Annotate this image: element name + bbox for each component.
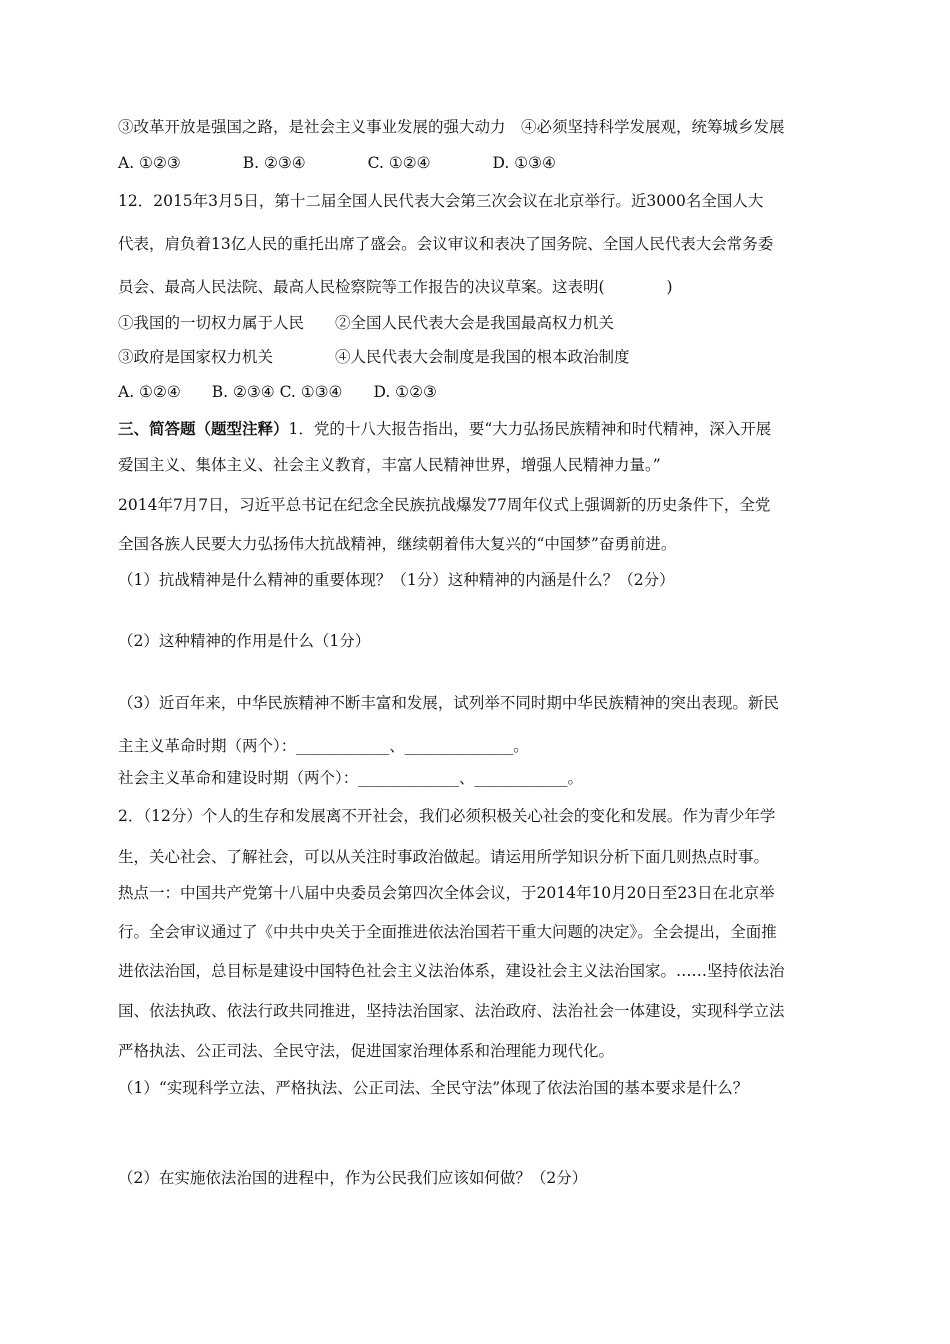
line-text: A. ①②③ B. ②③④ C. ①②④ D. ①③④ bbox=[118, 154, 556, 172]
text-line bbox=[118, 806, 848, 826]
line-text: ①我国的一切权力属于人民 ②全国人民代表大会是我国最高权力机关 bbox=[118, 314, 615, 332]
text-line bbox=[118, 117, 848, 137]
text-line bbox=[118, 570, 848, 590]
text-line bbox=[118, 347, 848, 367]
line-text: （3）近百年来，中华民族精神不断丰富和发展，试列举不同时期中华民族精神的突出表现。新民 bbox=[118, 694, 779, 712]
text-line bbox=[118, 382, 848, 402]
line-text: 热点一：中国共产党第十八届中央委员会第四次全体会议，于2014年10月20日至23日在北京举 bbox=[118, 884, 775, 902]
line-text: （1）抗战精神是什么精神的重要体现？（1分）这种精神的内涵是什么？（2分） bbox=[118, 571, 675, 589]
line-text: 2．（12分）个人的生存和发展离不开社会，我们必须积极关心社会的变化和发展。作为青少年学 bbox=[118, 807, 776, 825]
text-line bbox=[118, 1041, 848, 1061]
text-line bbox=[118, 961, 848, 981]
line-text: 主主义革命时期（两个）：____________、______________。 bbox=[118, 737, 529, 755]
section-heading: 三、简答题（题型注释） bbox=[118, 419, 289, 438]
line-text: 2014年7月7日，习近平总书记在纪念全民族抗战爆发77周年仪式上强调新的历史条件下，全党 bbox=[118, 496, 771, 514]
text-line bbox=[118, 1168, 848, 1188]
text-line bbox=[118, 1001, 848, 1021]
text-line bbox=[118, 693, 848, 713]
text-line bbox=[118, 768, 848, 788]
text-line bbox=[118, 1078, 848, 1098]
text-line bbox=[118, 191, 848, 211]
text-line bbox=[118, 419, 848, 439]
text-line bbox=[118, 495, 848, 515]
line-text: 员会、最高人民法院、最高人民检察院等工作报告的决议草案。这表明( ) bbox=[118, 278, 673, 296]
line-text: （1）“实现科学立法、严格执法、公正司法、全民守法”体现了依法治国的基本要求是什么？ bbox=[118, 1079, 749, 1097]
line-text: 进依法治国，总目标是建设中国特色社会主义法治体系，建设社会主义法治国家。……坚持依法治 bbox=[118, 962, 785, 980]
text-line bbox=[118, 234, 848, 254]
text-line bbox=[118, 883, 848, 903]
line-text: 爱国主义、集体主义、社会主义教育，丰富人民精神世界，增强人民精神力量。” bbox=[118, 456, 661, 474]
text-line bbox=[118, 534, 848, 554]
text-line bbox=[118, 153, 848, 173]
text-line bbox=[118, 847, 848, 867]
line-text: 严格执法、公正司法、全民守法，促进国家治理体系和治理能力现代化。 bbox=[118, 1042, 615, 1060]
line-text: （2）这种精神的作用是什么（1分） bbox=[118, 632, 371, 650]
line-text: ③改革开放是强国之路，是社会主义事业发展的强大动力 ④必须坚持科学发展观，统筹城乡发展 bbox=[118, 118, 785, 136]
line-text: （2）在实施依法治国的进程中，作为公民我们应该如何做？（2分） bbox=[118, 1169, 588, 1187]
text-line bbox=[118, 631, 848, 651]
line-text: 国、依法执政、依法行政共同推进，坚持法治国家、法治政府、法治社会一体建设，实现科学立法 bbox=[118, 1002, 785, 1020]
line-text: 社会主义革命和建设时期（两个）：_____________、____________。 bbox=[118, 769, 584, 787]
line-text: 代表，肩负着13亿人民的重托出席了盛会。会议审议和表决了国务院、全国人民代表大会常务委 bbox=[118, 235, 774, 253]
line-text: A. ①②④ B. ②③④ C. ①③④ D. ①②③ bbox=[118, 383, 437, 401]
line-text: 全国各族人民要大力弘扬伟大抗战精神，继续朝着伟大复兴的“中国梦”奋勇前进。 bbox=[118, 535, 677, 553]
text-line bbox=[118, 455, 848, 475]
line-text: 生，关心社会、了解社会，可以从关注时事政治做起。请运用所学知识分析下面几则热点时事。 bbox=[118, 848, 770, 866]
text-line bbox=[118, 736, 848, 756]
text-line bbox=[118, 277, 848, 297]
line-text: 12．2015年3月5日，第十二届全国人民代表大会第三次会议在北京举行。近3000名全国人大 bbox=[118, 192, 764, 210]
line-text: 1．党的十八大报告指出，要“大力弘扬民族精神和时代精神，深入开展 bbox=[288, 420, 772, 438]
line-text: ③政府是国家权力机关 ④人民代表大会制度是我国的根本政治制度 bbox=[118, 348, 630, 366]
text-line bbox=[118, 922, 848, 942]
line-text: 行。全会审议通过了《中共中央关于全面推进依法治国若干重大问题的决定》。全会提出，全面推 bbox=[118, 923, 777, 941]
text-line bbox=[118, 313, 848, 333]
